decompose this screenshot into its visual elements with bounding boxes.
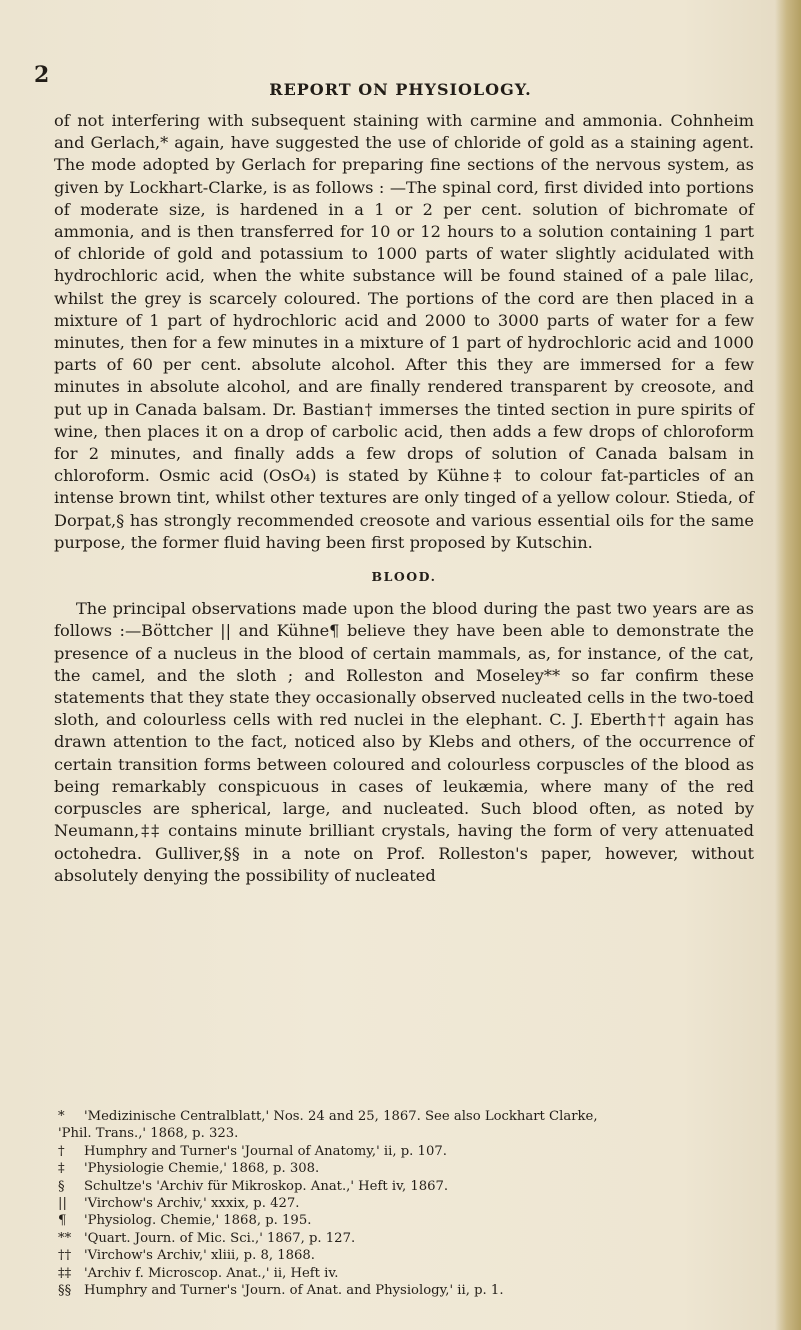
footnote-mark: ** (58, 1230, 72, 1246)
footnote-mark: †† (58, 1248, 72, 1264)
footnote-text: Humphry and Turner's 'Journal of Anatomy,' ii, p. 107. (84, 1143, 447, 1159)
footnote (54, 1195, 774, 1212)
footnote-mark: † (58, 1143, 65, 1159)
footnote (54, 1143, 774, 1160)
footnote-text: 'Physiolog. Chemie,' 1868, p. 195. (84, 1213, 312, 1229)
footnote-mark: ‡‡ (58, 1265, 72, 1281)
footnote (54, 1178, 774, 1195)
footnote-text: 'Medizinische Centralblatt,' Nos. 24 and 25, 1867. See also Lockhart Clarke, (84, 1109, 598, 1124)
page-edge (775, 0, 801, 1330)
running-head: REPORT ON PHYSIOLOGY. (269, 80, 532, 99)
footnote (54, 1212, 774, 1229)
footnote (54, 1160, 774, 1177)
footnote-text: 'Virchow's Archiv,' xxxix, p. 427. (84, 1196, 300, 1212)
footnote (54, 1230, 774, 1247)
footnote-text: 'Physiologie Chemie,' 1868, p. 308. (84, 1161, 320, 1177)
footnote (54, 1125, 774, 1142)
footnote-mark: §§ (58, 1283, 72, 1299)
paragraph-staining-methods: of not interfering with subsequent staining with carmine and ammonia. Cohnheim and Gerlach,* again, have suggested the use of chloride of gold as a staining agent. The mode adopted by Gerlach for preparing fine sections of the nervous system, as given by Lockhart-Clarke, is as follows : —The spinal cord, first divided into portions of moderate size, is hardened in a 1 or 2 per cent. solution of bichromate of ammonia, and is then transferred for 10 or 12 hours to a solution containing 1 part of chloride of gold and potassium to 1000 parts of water slightly acidulated with hydrochloric acid, when the white substance will be found stained of a pale lilac, whilst the grey is scarcely coloured. The portions of the cord are then placed in a mixture of 1 part of hydrochloric acid and 2000 to 3000 parts of water for a few minutes, then for a few minutes in a mixture of 1 part of hydrochloric acid and 1000 parts of 60 per cent. absolute alcohol. After this they are immersed for a few minutes in absolute alcohol, and are finally rendered transparent by creosote, and put up in Canada balsam. Dr. Bastian† immerses the tinted section in pure spirits of wine, then places it on a drop of carbolic acid, then adds a few drops of chloroform for 2 minutes, and finally adds a few drops of solution of Canada balsam in chloroform. Osmic acid (OsO₄) is stated by Kühne‡ to colour fat-particles of an intense brown tint, whilst other textures are only tinged of a yellow colour. Stieda, of Dorpat,§ has strongly recommended creosote and various essential oils for the same purpose, the former fluid having been first proposed by Kutschin. (54, 111, 754, 552)
footnote (54, 1247, 774, 1264)
footnote-text: 'Virchow's Archiv,' xliii, p. 8, 1868. (84, 1248, 315, 1264)
page-number: 2 (34, 62, 50, 88)
footnotes (54, 1108, 774, 1299)
footnote-text: 'Archiv f. Microscop. Anat.,' ii, Heft iv. (84, 1265, 339, 1281)
body-text (54, 110, 754, 887)
footnote-mark: * (58, 1109, 65, 1124)
footnote (54, 1108, 774, 1125)
section-heading-blood: BLOOD. (371, 569, 437, 585)
footnote-text: Schultze's 'Archiv für Mikroskop. Anat.,' Heft iv, 1867. (84, 1178, 449, 1194)
footnote-mark: § (58, 1178, 65, 1194)
footnote-mark: ¶ (58, 1213, 67, 1229)
footnote-mark: || (58, 1196, 67, 1212)
footnote-text: Humphry and Turner's 'Journ. of Anat. and Physiology,' ii, p. 1. (84, 1283, 504, 1299)
footnote (54, 1282, 774, 1299)
paragraph-blood-observations: The principal observations made upon the blood during the past two years are as follows :—Böttcher || and Kühne¶ believe they have been able to demonstrate the presence of a nucleus in the blood of certain mammals, as, for instance, of the cat, the camel, and the sloth ; and Rolleston and Moseley** so far confirm these statements that they state they occasionally observed nucleated cells in the two-toed sloth, and colourless cells with red nuclei in the elephant. C. J. Eberth†† again has drawn attention to the fact, noticed also by Klebs and others, of the occurrence of certain transition forms between coloured and colourless corpuscles of the blood as being remarkably conspicuous in cases of leukæmia, where many of the red corpuscles are spherical, large, and nucleated. Such blood often, as noted by Neumann,‡‡ contains minute brilliant crystals, having the form of very attenuated octohedra. Gulliver,§§ in a note on Prof. Rolleston's paper, however, without absolutely denying the possibility of nucleated (54, 599, 754, 885)
footnote-mark: ‡ (58, 1161, 65, 1177)
footnote-text: 'Phil. Trans.,' 1868, p. 323. (58, 1126, 239, 1142)
footnote (54, 1265, 774, 1282)
footnote-text: 'Quart. Journ. of Mic. Sci.,' 1867, p. 127. (84, 1230, 356, 1246)
